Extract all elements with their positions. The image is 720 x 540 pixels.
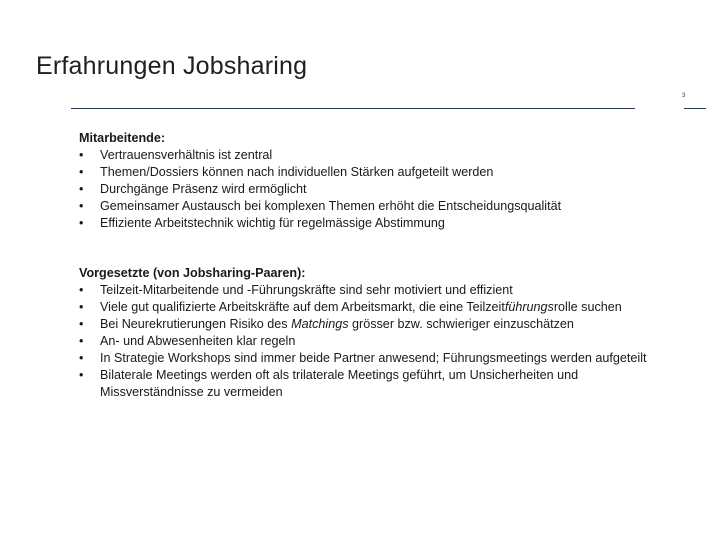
list-item-text: Durchgänge Präsenz wird ermöglicht [100,181,307,196]
bullet-icon: • [79,350,84,365]
list-item [79,367,659,401]
list-item [79,282,659,299]
section-employees [79,130,659,231]
list-item-text: Gemeinsamer Austausch bei komplexen Themen erhöht die Entscheidungsqualität [100,198,562,213]
list-item [79,350,659,367]
bullet-icon: • [79,164,84,179]
slide-body [79,130,659,401]
list-item [79,164,659,181]
text-segment: Viele gut qualifizierte Arbeitskräfte auf dem Arbeitsmarkt, die eine Teilzeit [100,300,505,315]
section-heading-managers: Vorgesetzte (von Jobsharing-Paaren): [79,266,306,281]
page-number-divider [684,108,706,109]
bullet-icon: • [79,147,84,162]
emphasized-text: Matchings [291,317,349,332]
list-item-text: In Strategie Workshops sind immer beide Partner anwesend; Führungsmeetings werden aufgeteilt [100,350,647,365]
bullet-icon: • [79,300,84,315]
text-segment: grösser bzw. schwieriger einzuschätzen [348,317,574,332]
slide-title: Erfahrungen Jobsharing [36,52,308,80]
bullet-icon: • [79,317,84,332]
list-item-text: Vertrauensverhältnis ist zentral [100,147,273,162]
bullet-icon: • [79,181,84,196]
list-item-text [100,300,622,314]
text-segment: rolle suchen [553,300,622,315]
section-managers [79,265,659,400]
list-item-text: An- und Abwesenheiten klar regeln [100,334,296,349]
list-item [79,181,659,198]
section-spacer [79,231,659,265]
list-item [79,316,659,333]
bullet-icon: • [79,367,84,382]
page-number: 3 [682,93,686,99]
list-item [79,333,659,350]
bullet-icon: • [79,198,84,213]
list-item-text: Effiziente Arbeitstechnik wichtig für regelmässige Abstimmung [100,215,445,230]
managers-list [79,282,659,400]
list-item [79,198,659,215]
title-divider [71,108,635,109]
list-item [79,147,659,164]
list-item-text [100,317,574,331]
list-item-text: Teilzeit-Mitarbeitende und -Führungskräfte sind sehr motiviert und effizient [100,283,513,298]
list-item-text: Bilaterale Meetings werden oft als trilaterale Meetings geführt, um Unsicherheiten und Missverständnisse zu vermeiden [100,367,579,399]
bullet-icon: • [79,334,84,349]
text-segment: Bei Neurekrutierungen Risiko des [100,317,292,332]
section-heading-employees: Mitarbeitende: [79,131,166,145]
list-item-text: Themen/Dossiers können nach individuellen Stärken aufgeteilt werden [100,164,494,179]
list-item [79,299,659,316]
bullet-icon: • [79,283,84,298]
bullet-icon: • [79,215,84,230]
emphasized-text: führungs [504,300,554,315]
list-item [79,215,659,232]
employees-list [79,147,659,232]
